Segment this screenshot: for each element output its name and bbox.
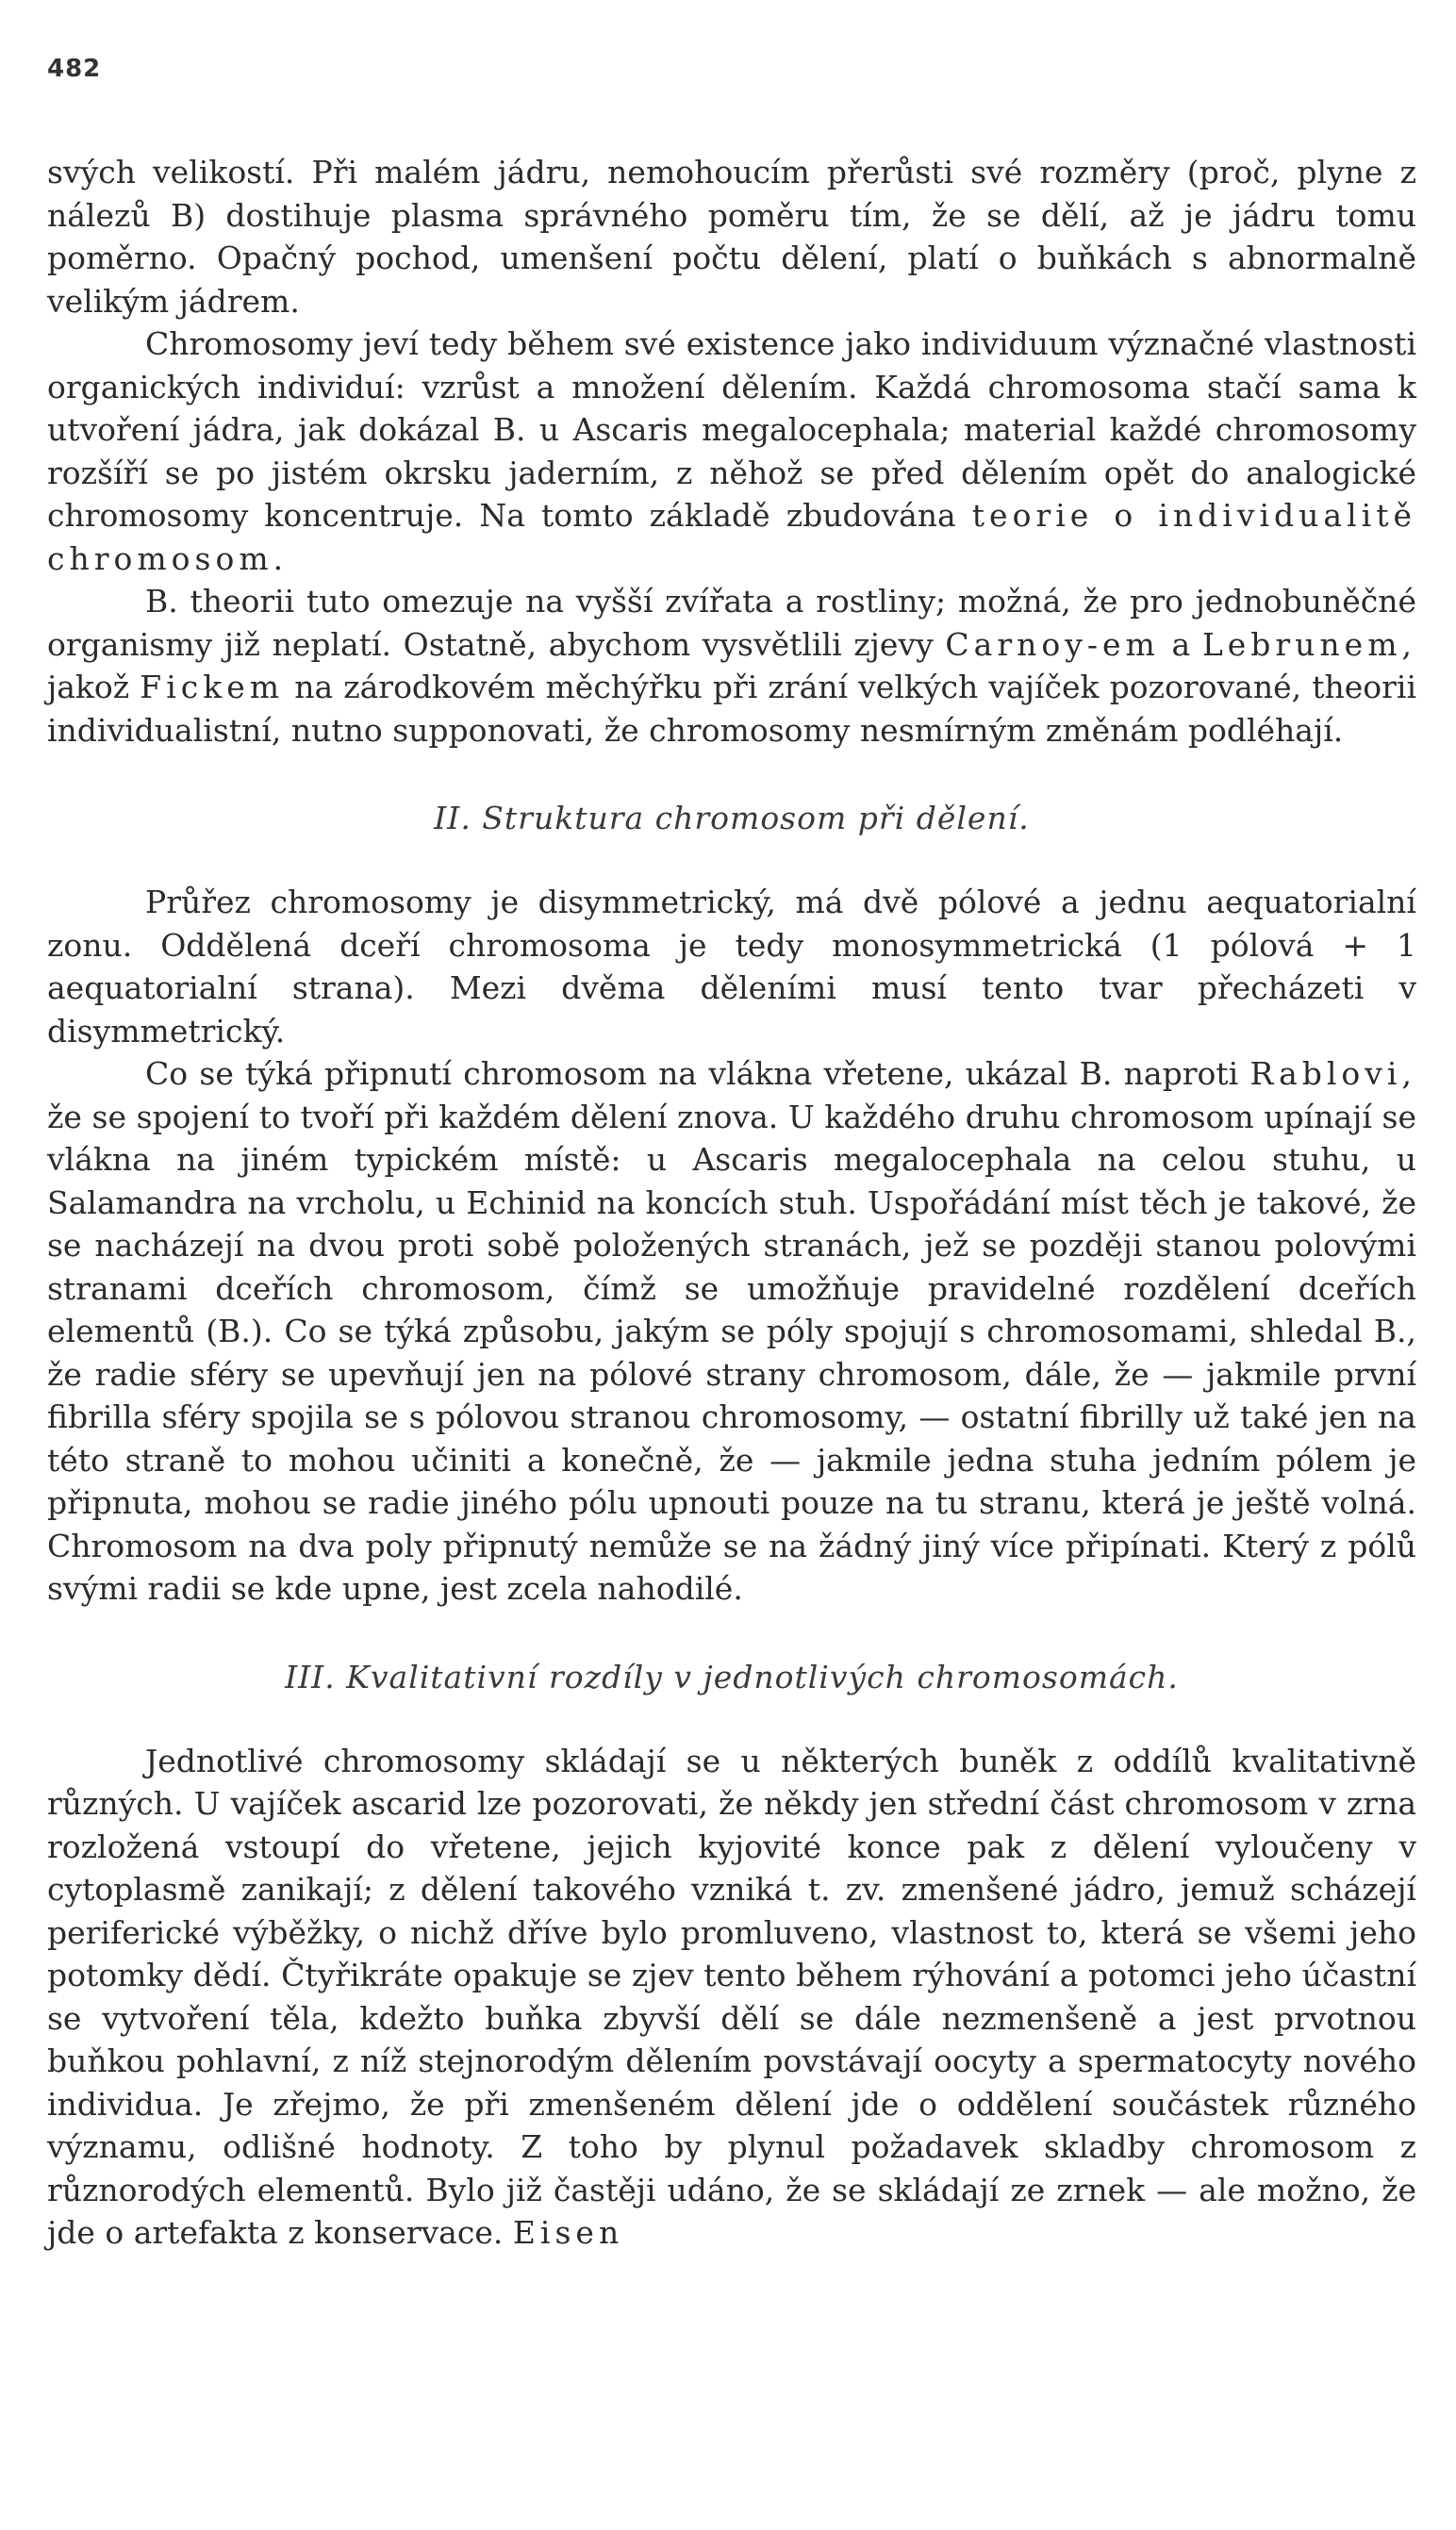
paragraph-text: na zárodkovém měchýřku při zrání velkých vajíček pozorované, theorii individualistní, nutno supponovati, že chromosomy nesmírným změnám podléhají. [47,669,1416,749]
author-name-fick: Fickem [140,669,285,705]
section-heading-qualitative: III. Kvalitativní rozdíly v jednotlivých chromosomách. [285,1658,1179,1695]
paragraph-text: a [1171,625,1191,663]
paragraph-text: Jednotlivé chromosomy skládají se u některých buněk z oddílů kvalitativně různých. U vajíček ascarid lze pozorovati, že někdy jen střední část chromosom v zrna rozložená vstoupí do vřetene, jejich kyjovité konce pak z dělení vyloučeny v cytoplasmě zanikají; z dělení takového vzniká t. zv. zmenšené jádro, jemuž scházejí periferické výběžky, o nichž dříve bylo promluveno, vlastnost to, která se všemi jeho potomky dědí. Čtyřikráte opakuje se zjev tento během rýhování a potomci jeho účastní se vytvoření těla, kdežto buňka zbyvší dělí se dále nezmenšeně a jest prvotnou buňkou pohlavní, z níž stejnorodým dělením povstávají oocyty a spermatocyty nového individua. Je zřejmo, že při zmenšeném dělení jde o oddělení součástek různého významu, odlišné hodnoty. Z toho by plynul požadavek skladby chromosom z různorodých elementů. Bylo již častěji udáno, že se skládají ze zrnek — ale možno, že jde o artefakta z konservace. [47,1742,1416,2251]
author-name-lebrun: Lebrunem, [1201,625,1416,663]
paragraph-continuation: svých velikostí. Při malém jádru, nemohoucím přerůsti své rozměry (proč, plyne z nálezů B) dostihuje plasma správného poměru tím, že se dělí, až je jádru tomu poměrno. Opačný pochod, umenšení počtu dělení, platí o buňkách s abnormalně velikým jádrem. [47,154,1416,320]
author-name-rabl: Rablovi, [1249,1055,1416,1092]
paragraph-text: že se spojení to tvoří při každém dělení znova. U každého druhu chromosom upínají se vlákna na jiném typickém místě: u Ascaris megalocephala na celou stuhu, u Salamandra na vrcholu, u Echinid na koncích stuh. Uspořádání míst těch je takové, že se nacházejí na dvou proti sobě položených stranách, jež se později stanou polovými stranami dceřích chromosom, čímž se umožňuje pravidelné rozdělení dceřích elementů (B.). Co se týká způsobu, jakým se póly spojují s chromosomami, shledal B., že radie sféry se upevňují jen na pólové strany chromosom, dále, že — jakmile první fibrilla sféry spojila se s pólovou stranou chromosomy, — ostatní fibrilly už také jen na této straně to mohou učiniti a konečně, že — jakmile jedna stuha jedním pólem je připnuta, mohou se radie jiného pólu upnouti pouze na tu stranu, která je ještě volná. Chromosom na dva poly připnutý nemůže se na žádný jiný více připínati. Který z pólů svými radii se kde upne, jest zcela nahodilé. [47,1098,1416,1607]
paragraph-qualitative-differences [47,1740,1416,2255]
body-text [47,151,1416,2255]
paragraph-individual-properties [47,322,1416,580]
paragraph-text: Chromosomy jeví tedy během své existence jako individuum význačné vlastnosti organických individuí: vzrůst a množení dělením. Každá chromosoma stačí sama k utvoření jádra, jak dokázal B. u Ascaris megalocephala; material každé chromosomy rozšíří se po jistém okrsku jaderním, z něhož se před dělením opět do analogické chromosomy koncentruje. Na tomto základě zbudována [47,325,1416,534]
paragraph-theory-limits [47,580,1416,752]
paragraph-text: B. theorii tuto omezuje na vyšší zvířata a rostliny; možná, že pro jednobuněčné organismy již neplatí. Ostatně, abychom vysvětlili zjevy [47,583,1416,663]
paragraph-cross-section: Průřez chromosomy je disymmetrický, má dvě pólové a jednu aequatorialní zonu. Oddělená dceří chromosoma je tedy monosymmetrická (1 pólová + 1 aequatorialní strana). Mezi dvěma děleními musí tento tvar přecházeti v disymmetrický. [47,884,1416,1050]
paragraph-spindle-attachment [47,1052,1416,1611]
paragraph-text: jakož [47,669,130,705]
paragraph-text: Co se týká připnutí chromosom na vlákna vřetene, ukázal B. naproti [145,1055,1239,1092]
author-name-eisen: Eisen [512,2214,624,2251]
page-number: 482 [47,55,102,83]
author-name-carnoy: Carnoy-em [945,625,1160,663]
section-heading-structure: II. Struktura chromosom při dělení. [434,800,1030,836]
emphasized-term: teorie o individualitě chromosom. [47,497,1416,577]
